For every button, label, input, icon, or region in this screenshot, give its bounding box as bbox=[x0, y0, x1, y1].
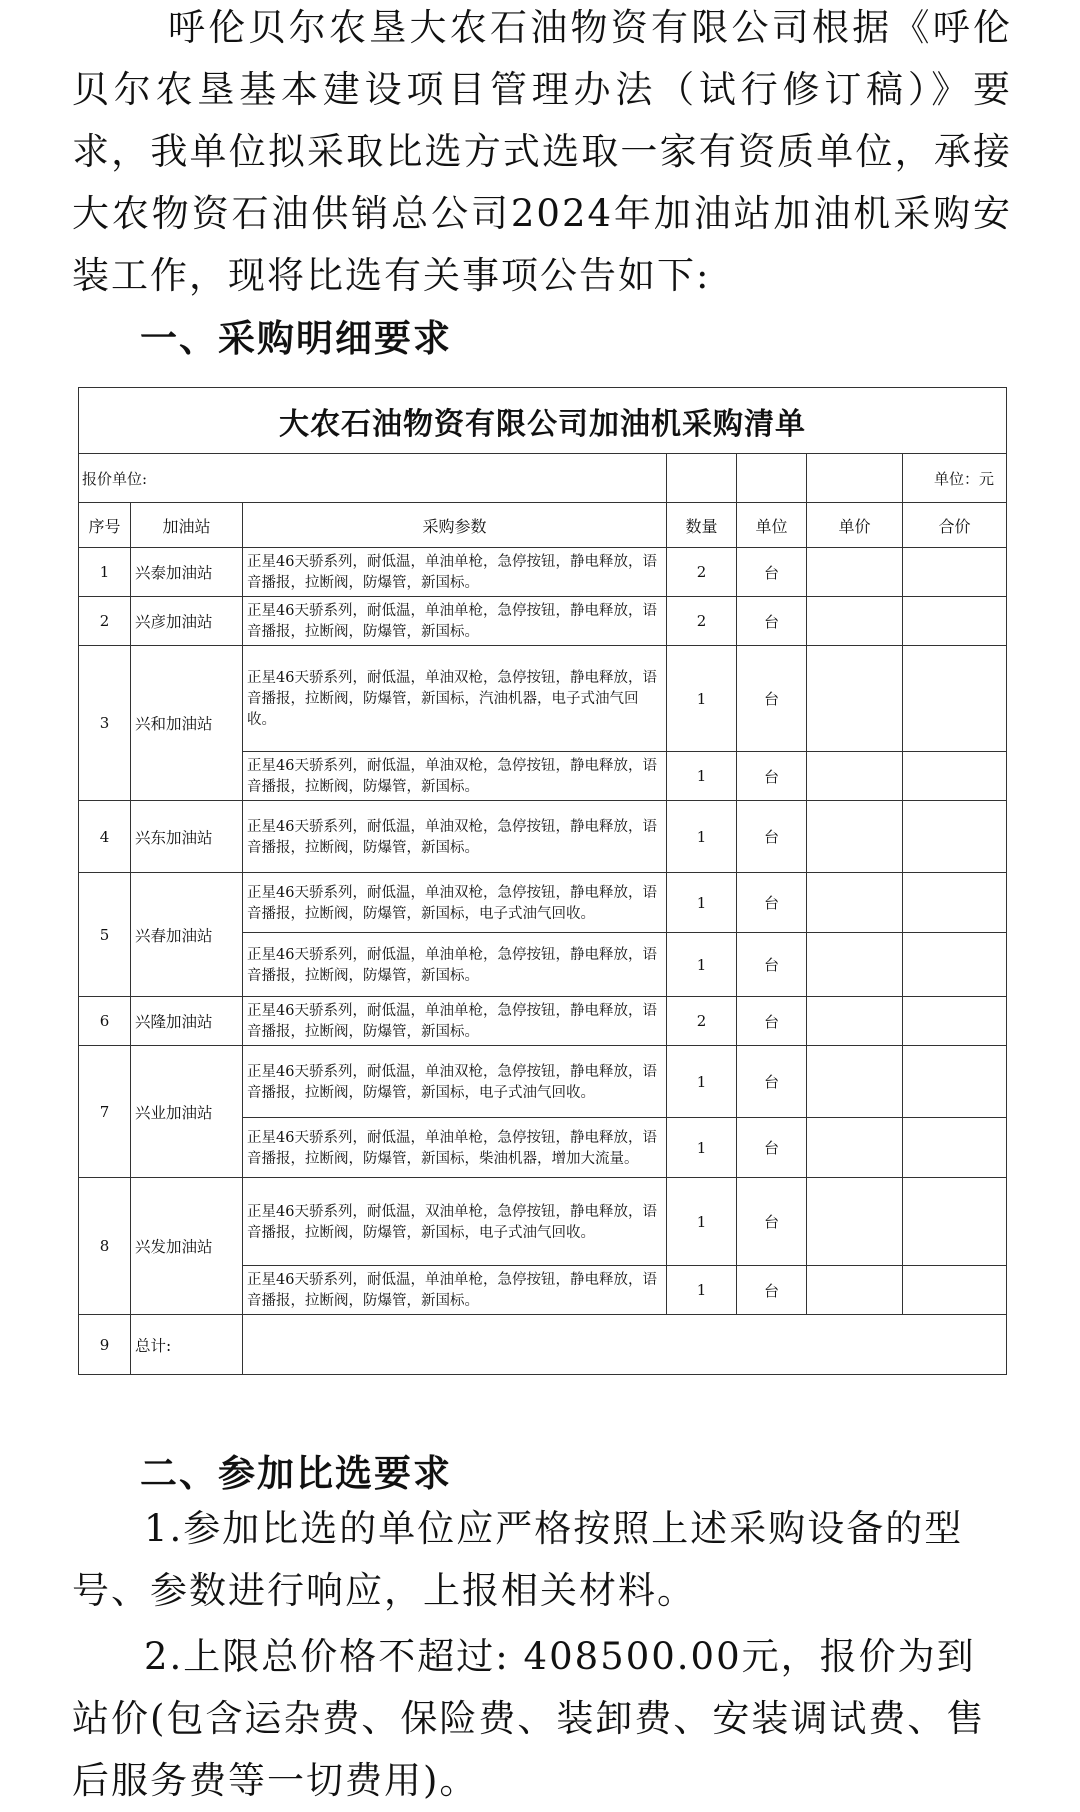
purchase-params: 正星46天骄系列，耐低温，单油单枪，急停按钮，静电释放，语音播报，拉断阀，防爆管，新国标。 bbox=[243, 933, 667, 997]
station-name: 兴发加油站 bbox=[131, 1178, 243, 1315]
unit-price-cell bbox=[807, 1118, 903, 1178]
header-params: 采购参数 bbox=[243, 503, 667, 548]
quantity: 1 bbox=[667, 801, 737, 873]
station-name: 兴业加油站 bbox=[131, 1046, 243, 1178]
total-price-cell bbox=[903, 997, 1007, 1046]
unit-price-cell bbox=[807, 1178, 903, 1266]
meta-empty-cell bbox=[737, 454, 807, 503]
unit: 台 bbox=[737, 933, 807, 997]
quantity: 1 bbox=[667, 873, 737, 933]
unit-price-cell bbox=[807, 1266, 903, 1315]
unit: 台 bbox=[737, 1266, 807, 1315]
station-name: 兴春加油站 bbox=[131, 873, 243, 997]
row-number: 4 bbox=[79, 801, 131, 873]
meta-empty-cell bbox=[667, 454, 737, 503]
purchase-params: 正星46天骄系列，耐低温，单油双枪，急停按钮，静电释放，语音播报，拉断阀，防爆管，新国标。 bbox=[243, 752, 667, 801]
purchase-params: 正星46天骄系列，耐低温，单油单枪，急停按钮，静电释放，语音播报，拉断阀，防爆管，新国标，柴油机器，增加大流量。 bbox=[243, 1118, 667, 1178]
unit-price-cell bbox=[807, 933, 903, 997]
total-price-cell bbox=[903, 933, 1007, 997]
quantity: 1 bbox=[667, 1118, 737, 1178]
total-price-cell bbox=[903, 873, 1007, 933]
unit: 台 bbox=[737, 1118, 807, 1178]
table-row bbox=[79, 1178, 1007, 1266]
table-row bbox=[79, 873, 1007, 933]
total-row-number: 9 bbox=[79, 1315, 131, 1375]
total-price-cell bbox=[903, 548, 1007, 597]
meta-empty-cell bbox=[807, 454, 903, 503]
total-label: 总计: bbox=[131, 1315, 243, 1375]
unit: 台 bbox=[737, 997, 807, 1046]
row-number: 3 bbox=[79, 646, 131, 801]
unit-price-cell bbox=[807, 1046, 903, 1118]
purchase-params: 正星46天骄系列，耐低温，单油双枪，急停按钮，静电释放，语音播报，拉断阀，防爆管，新国标，电子式油气回收。 bbox=[243, 1046, 667, 1118]
station-name: 兴彦加油站 bbox=[131, 597, 243, 646]
quantity: 1 bbox=[667, 1046, 737, 1118]
station-name: 兴隆加油站 bbox=[131, 997, 243, 1046]
total-price-cell bbox=[903, 752, 1007, 801]
unit-price-cell bbox=[807, 646, 903, 752]
purchase-params: 正星46天骄系列，耐低温，单油双枪，急停按钮，静电释放，语音播报，拉断阀，防爆管，新国标。 bbox=[243, 801, 667, 873]
table-row bbox=[79, 997, 1007, 1046]
unit-price-cell bbox=[807, 597, 903, 646]
unit-price-cell bbox=[807, 752, 903, 801]
quantity: 2 bbox=[667, 597, 737, 646]
unit: 台 bbox=[737, 1046, 807, 1118]
row-number: 7 bbox=[79, 1046, 131, 1178]
section-1-title: 一、采购明细要求 bbox=[140, 317, 452, 360]
quantity: 1 bbox=[667, 646, 737, 752]
header-qty: 数量 bbox=[667, 503, 737, 548]
unit: 台 bbox=[737, 873, 807, 933]
total-price-cell bbox=[903, 1266, 1007, 1315]
row-number: 1 bbox=[79, 548, 131, 597]
unit-price-cell bbox=[807, 801, 903, 873]
intro-paragraph: 呼伦贝尔农垦大农石油物资有限公司根据《呼伦贝尔农垦基本建设项目管理办法（试行修订稿）》要求，我单位拟采取比选方式选取一家有资质单位，承接大农物资石油供销总公司2024年加油站加油机采购安装工作，现将比选有关事项公告如下: bbox=[72, 6, 1012, 297]
row-number: 5 bbox=[79, 873, 131, 997]
total-value-cell bbox=[243, 1315, 1007, 1375]
row-number: 2 bbox=[79, 597, 131, 646]
total-price-cell bbox=[903, 597, 1007, 646]
requirement-2: 2.上限总价格不超过: 408500.00元，报价为到站价(包含运杂费、保险费、装卸费、安装调试费、售后服务费等一切费用)。 bbox=[72, 1635, 986, 1802]
unit-price-cell bbox=[807, 548, 903, 597]
total-price-cell bbox=[903, 1046, 1007, 1118]
purchase-params: 正星46天骄系列，耐低温，单油单枪，急停按钮，静电释放，语音播报，拉断阀，防爆管，新国标。 bbox=[243, 1266, 667, 1315]
quantity: 2 bbox=[667, 997, 737, 1046]
row-number: 8 bbox=[79, 1178, 131, 1315]
station-name: 兴泰加油站 bbox=[131, 548, 243, 597]
quantity: 1 bbox=[667, 1178, 737, 1266]
currency-unit: 单位：元 bbox=[903, 454, 1007, 503]
table-row bbox=[79, 597, 1007, 646]
unit: 台 bbox=[737, 548, 807, 597]
purchase-params: 正星46天骄系列，耐低温，单油双枪，急停按钮，静电释放，语音播报，拉断阀，防爆管，新国标，电子式油气回收。 bbox=[243, 873, 667, 933]
header-unit: 单位 bbox=[737, 503, 807, 548]
station-name: 兴和加油站 bbox=[131, 646, 243, 801]
quote-unit-label: 报价单位: bbox=[79, 454, 667, 503]
total-price-cell bbox=[903, 646, 1007, 752]
header-no: 序号 bbox=[79, 503, 131, 548]
purchase-params: 正星46天骄系列，耐低温，双油单枪，急停按钮，静电释放，语音播报，拉断阀，防爆管，新国标，电子式油气回收。 bbox=[243, 1178, 667, 1266]
total-row bbox=[79, 1315, 1007, 1375]
quantity: 1 bbox=[667, 752, 737, 801]
header-total: 合价 bbox=[903, 503, 1007, 548]
purchase-params: 正星46天骄系列，耐低温，单油单枪，急停按钮，静电释放，语音播报，拉断阀，防爆管，新国标。 bbox=[243, 597, 667, 646]
row-number: 6 bbox=[79, 997, 131, 1046]
section-2-title: 二、参加比选要求 bbox=[140, 1452, 452, 1495]
quantity: 2 bbox=[667, 548, 737, 597]
purchase-params: 正星46天骄系列，耐低温，单油单枪，急停按钮，静电释放，语音播报，拉断阀，防爆管，新国标。 bbox=[243, 548, 667, 597]
station-name: 兴东加油站 bbox=[131, 801, 243, 873]
unit: 台 bbox=[737, 597, 807, 646]
quantity: 1 bbox=[667, 1266, 737, 1315]
requirement-1: 1.参加比选的单位应严格按照上述采购设备的型号、参数进行响应，上报相关材料。 bbox=[72, 1507, 964, 1612]
total-price-cell bbox=[903, 1118, 1007, 1178]
unit: 台 bbox=[737, 801, 807, 873]
table-row bbox=[79, 548, 1007, 597]
purchase-params: 正星46天骄系列，耐低温，单油双枪，急停按钮，静电释放，语音播报，拉断阀，防爆管，新国标，汽油机器，电子式油气回收。 bbox=[243, 646, 667, 752]
unit: 台 bbox=[737, 752, 807, 801]
purchase-params: 正星46天骄系列，耐低温，单油单枪，急停按钮，静电释放，语音播报，拉断阀，防爆管，新国标。 bbox=[243, 997, 667, 1046]
unit-price-cell bbox=[807, 873, 903, 933]
unit: 台 bbox=[737, 646, 807, 752]
unit-price-cell bbox=[807, 997, 903, 1046]
table-title: 大农石油物资有限公司加油机采购清单 bbox=[79, 388, 1007, 454]
unit: 台 bbox=[737, 1178, 807, 1266]
header-station: 加油站 bbox=[131, 503, 243, 548]
purchase-table-container bbox=[78, 387, 1006, 1375]
table-row bbox=[79, 801, 1007, 873]
table-row bbox=[79, 1046, 1007, 1118]
total-price-cell bbox=[903, 801, 1007, 873]
table-row bbox=[79, 646, 1007, 752]
table-header-row bbox=[79, 503, 1007, 548]
header-price: 单价 bbox=[807, 503, 903, 548]
total-price-cell bbox=[903, 1178, 1007, 1266]
quantity: 1 bbox=[667, 933, 737, 997]
purchase-table bbox=[78, 387, 1007, 1375]
